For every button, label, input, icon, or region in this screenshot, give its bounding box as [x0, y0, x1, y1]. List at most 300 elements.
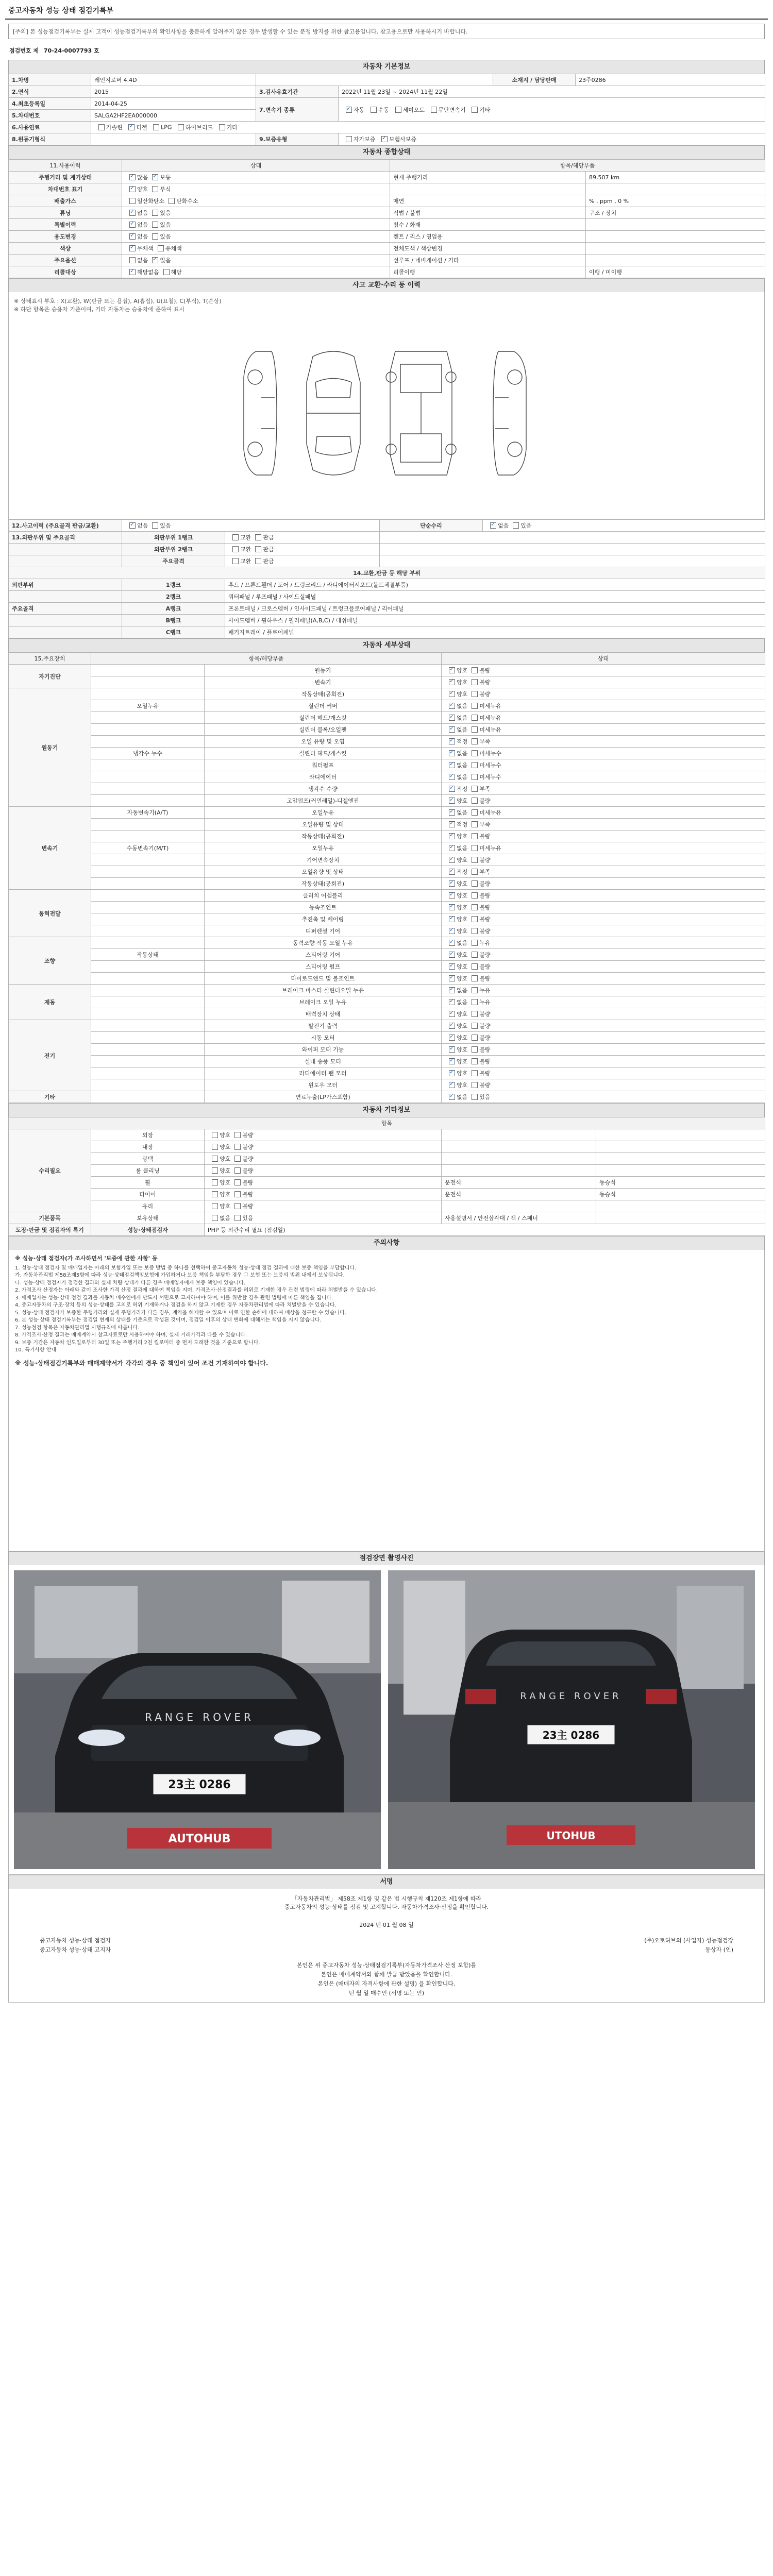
- other-good-checkbox[interactable]: [212, 1167, 218, 1174]
- detail-part-label: 실린더 헤드/개스킷: [205, 748, 442, 759]
- first-registration-label: 4.최초등록일: [9, 98, 91, 110]
- general-option-b-label: 탄화수소: [176, 198, 198, 205]
- other-good-checkbox[interactable]: [212, 1191, 218, 1197]
- detail-device-label: 자기진단: [9, 665, 91, 688]
- detail-good-checkbox[interactable]: [449, 904, 455, 910]
- fuel-other-checkbox[interactable]: [219, 124, 225, 130]
- engine-type-label: 8.원동기형식: [9, 133, 91, 145]
- detail-bad-checkbox[interactable]: [472, 1046, 478, 1053]
- detail-sub-group: [91, 1032, 205, 1044]
- detail-bad-checkbox[interactable]: [472, 703, 478, 709]
- detail-bad-checkbox[interactable]: [472, 809, 478, 816]
- svg-text:RANGE ROVER: RANGE ROVER: [145, 1711, 254, 1723]
- detail-good-checkbox[interactable]: [449, 726, 455, 733]
- detail-part-label: 스티어링 기어: [205, 949, 442, 961]
- detail-good-checkbox[interactable]: [449, 833, 455, 839]
- other-extra-1: [442, 1153, 596, 1165]
- detail-sub-group: [91, 854, 205, 866]
- detail-part-label: 동력조향 작동 오일 누유: [205, 937, 442, 949]
- simple-repair-options: [483, 520, 765, 532]
- simple-repair-none-checkbox[interactable]: [490, 522, 496, 529]
- detail-good-checkbox[interactable]: [449, 691, 455, 697]
- detail-bad-checkbox[interactable]: [472, 892, 478, 899]
- general-row: [9, 207, 765, 219]
- accident-item-label: 12.사고이력 (주요골격 판금/교환): [9, 520, 122, 532]
- general-row: [9, 266, 765, 278]
- general-option-a-checkbox[interactable]: [129, 198, 136, 204]
- transmission-auto-checkbox[interactable]: [346, 107, 352, 113]
- detail-bad-checkbox[interactable]: [472, 857, 478, 863]
- detail-bad-label: 부족: [479, 821, 491, 828]
- detail-row: [9, 724, 765, 736]
- vin-value: SALGA2HF2EA000000: [91, 110, 256, 122]
- detail-good-checkbox[interactable]: [449, 821, 455, 827]
- accident-diagram: [8, 292, 765, 519]
- detail-bad-checkbox[interactable]: [472, 821, 478, 827]
- inspector-block: [40, 1936, 111, 1955]
- caution-line: 1. 성능·상태 점검자 및 매매업자는 아래의 보험가입 또는 보증 방법 중 하나를 선택하여 중고자동차 성능·상태 점검 결과에 대한 보증 책임을 부담합니다.: [15, 1265, 357, 1271]
- warranty-insurance-checkbox[interactable]: [381, 136, 388, 142]
- detail-bad-checkbox[interactable]: [472, 1082, 478, 1088]
- detail-row: [9, 961, 765, 973]
- transmission-semi-checkbox[interactable]: [395, 107, 401, 113]
- transmission-cvt-label: 무단변속기: [438, 106, 466, 113]
- accident-sheet-metal-checkbox[interactable]: [255, 558, 261, 564]
- other-extra-2: [596, 1200, 765, 1212]
- general-option-b-checkbox[interactable]: [158, 245, 164, 251]
- detail-bad-checkbox[interactable]: [472, 1035, 478, 1041]
- signature-line-1: 「자동차관리법」 제58조 제1항 및 같은 법 시행규칙 제120조 제1항에 따라: [291, 1895, 482, 1902]
- detail-device-label: 제동: [9, 985, 91, 1020]
- detail-good-label: 양호: [457, 1011, 468, 1018]
- detail-sub-group: [91, 783, 205, 795]
- detail-sub-group: [91, 902, 205, 913]
- general-option-a-label: 무채색: [137, 245, 154, 252]
- accident-sub-options: [225, 555, 380, 567]
- detail-bad-label: 불량: [479, 1023, 491, 1029]
- detail-good-label: 양호: [457, 1046, 468, 1053]
- detail-good-checkbox[interactable]: [449, 762, 455, 768]
- other-good-checkbox[interactable]: [212, 1144, 218, 1150]
- general-part-item: [390, 183, 586, 195]
- detail-row: [9, 866, 765, 878]
- general-option-b-label: 있음: [160, 210, 171, 216]
- detail-good-checkbox[interactable]: [449, 667, 455, 673]
- detail-state-options: [442, 913, 765, 925]
- detail-part-label: 등속조인트: [205, 902, 442, 913]
- other-good-checkbox[interactable]: [212, 1132, 218, 1138]
- detail-part-label: 라디에이터: [205, 771, 442, 783]
- other-good-checkbox[interactable]: [212, 1156, 218, 1162]
- detail-part-label: 디퍼렌셜 기어: [205, 925, 442, 937]
- accident-sheet-metal-checkbox[interactable]: [255, 534, 261, 540]
- general-option-a-label: 없음: [137, 210, 148, 216]
- detail-good-checkbox[interactable]: [449, 952, 455, 958]
- page-title: 중고자동차 성능 상태 점검기록부: [5, 0, 768, 20]
- reference-number: [5, 43, 768, 58]
- car-bottom-view: [386, 351, 456, 475]
- fuel-gasoline-checkbox[interactable]: [98, 124, 105, 130]
- detail-part-label: 추진축 및 베어링: [205, 913, 442, 925]
- detail-bad-checkbox[interactable]: [472, 750, 478, 756]
- detail-bad-label: 불량: [479, 1011, 491, 1018]
- detail-state-options: [442, 700, 765, 712]
- detail-bad-label: 불량: [479, 798, 491, 804]
- other-bad-checkbox[interactable]: [234, 1191, 241, 1197]
- parts-group-label: 주요골격: [9, 603, 122, 615]
- detail-row: [9, 748, 765, 759]
- detail-sub-group: [91, 665, 205, 676]
- detail-bad-checkbox[interactable]: [472, 904, 478, 910]
- general-option-a-label: 해당없음: [137, 269, 159, 276]
- detail-good-checkbox[interactable]: [449, 1046, 455, 1053]
- detail-good-checkbox[interactable]: [449, 987, 455, 993]
- signature-date: 2024 년 01 월 08 일: [359, 1922, 414, 1928]
- detail-state-title: 자동차 세부상태: [8, 638, 765, 652]
- other-item-label: 유리: [91, 1200, 205, 1212]
- other-bad-checkbox[interactable]: [234, 1156, 241, 1162]
- detail-bad-checkbox[interactable]: [472, 738, 478, 744]
- other-bad-label: 불량: [242, 1156, 254, 1162]
- detail-good-checkbox[interactable]: [449, 845, 455, 851]
- general-item-label: 특별이력: [9, 219, 122, 231]
- detail-good-label: 양호: [457, 857, 468, 863]
- detail-row: [9, 854, 765, 866]
- detail-good-checkbox[interactable]: [449, 786, 455, 792]
- general-option-b-checkbox[interactable]: [152, 174, 158, 180]
- ack-line-3: 본인은 (매매자의 자격사항에 관한 설명) 을 확인합니다.: [317, 1980, 456, 1987]
- accident-replace-label: 교환: [240, 558, 251, 565]
- detail-bad-checkbox[interactable]: [472, 762, 478, 768]
- other-bad-label: 불량: [242, 1179, 254, 1186]
- warranty-self-checkbox[interactable]: [346, 136, 352, 142]
- basic-info-table: [8, 74, 765, 145]
- detail-good-checkbox[interactable]: [449, 738, 455, 744]
- general-option-a-label: 없음: [137, 233, 148, 240]
- detail-part-label: 오일 유량 및 오염: [205, 736, 442, 748]
- detail-bad-checkbox[interactable]: [472, 963, 478, 970]
- detail-row: [9, 819, 765, 831]
- caution-line: 3. 매매업자는 성능·상태 점검 결과를 자동차 매수인에게 반드시 서면으로 고지하여야 하며, 이를 위반할 경우 관련 법령에 따른 책임을 집니다.: [15, 1295, 333, 1301]
- detail-bad-checkbox[interactable]: [472, 880, 478, 887]
- parts-row: [9, 615, 765, 626]
- detail-bad-label: 불량: [479, 1082, 491, 1089]
- detail-good-checkbox[interactable]: [449, 774, 455, 780]
- detail-bad-checkbox[interactable]: [472, 1070, 478, 1076]
- other-good-checkbox[interactable]: [212, 1179, 218, 1185]
- detail-row: [9, 949, 765, 961]
- general-option-b-label: 부식: [160, 186, 171, 193]
- detail-good-label: 없음: [457, 762, 468, 769]
- fuel-lpg-checkbox[interactable]: [153, 124, 159, 130]
- general-option-a-checkbox[interactable]: [129, 233, 136, 240]
- detail-bad-checkbox[interactable]: [472, 726, 478, 733]
- detail-sub-group: [91, 1020, 205, 1032]
- detail-row: [9, 783, 765, 795]
- transmission-cvt-checkbox[interactable]: [431, 107, 437, 113]
- general-option-b-checkbox[interactable]: [152, 186, 158, 192]
- transmission-label: 7.변속기 종류: [256, 98, 339, 122]
- detail-good-checkbox[interactable]: [449, 880, 455, 887]
- general-option-b-checkbox[interactable]: [152, 222, 158, 228]
- accident-yes-checkbox[interactable]: [152, 522, 158, 529]
- other-bad-label: 불량: [242, 1144, 254, 1150]
- detail-bad-checkbox[interactable]: [472, 691, 478, 697]
- accident-sheet-metal-label: 판금: [263, 546, 274, 553]
- vin-label: 5.차대번호: [9, 110, 91, 122]
- fuel-hybrid-label: 하이브리드: [185, 124, 213, 131]
- detail-bad-checkbox[interactable]: [472, 774, 478, 780]
- transmission-other-checkbox[interactable]: [472, 107, 478, 113]
- other-bad-checkbox[interactable]: [234, 1203, 241, 1209]
- detail-part-label: 실린더 블록/오일팬: [205, 724, 442, 736]
- general-row: [9, 255, 765, 266]
- detail-good-label: 양호: [457, 963, 468, 970]
- detail-state-options: [442, 985, 765, 996]
- signature-statement: [9, 1895, 764, 1911]
- other-extra-2: [596, 1165, 765, 1177]
- detail-part-label: 스티어링 펌프: [205, 961, 442, 973]
- parts-rank-label: B랭크: [122, 615, 225, 626]
- detail-part-label: 와이퍼 모터 기능: [205, 1044, 442, 1056]
- detail-good-checkbox[interactable]: [449, 1058, 455, 1064]
- other-row: [9, 1189, 765, 1200]
- caution-line: 9. 보증 기간은 자동차 인도일로부터 30일 또는 주행거리 2천 킬로미터 중 먼저 도래한 것을 기준으로 합니다.: [15, 1340, 260, 1346]
- detail-head-part: 항목/해당부품: [91, 653, 442, 665]
- legend-line-2: ※ 하단 항목은 승용차 기준이며, 기타 자동차는 승용차에 준하여 표시: [14, 306, 185, 313]
- warranty-label: 9.보증유형: [256, 133, 339, 145]
- other-state-options: [205, 1189, 442, 1200]
- other-bad-checkbox[interactable]: [234, 1179, 241, 1185]
- accident-replace-checkbox[interactable]: [232, 558, 239, 564]
- general-part-item: 침수 / 화재: [390, 219, 586, 231]
- detail-row: [9, 913, 765, 925]
- detail-bad-checkbox[interactable]: [472, 869, 478, 875]
- general-option-b-checkbox[interactable]: [152, 257, 158, 263]
- other-info-table: [8, 1117, 765, 1236]
- general-option-a-checkbox[interactable]: [129, 257, 136, 263]
- general-state-options: [122, 195, 390, 207]
- detail-bad-checkbox[interactable]: [472, 1058, 478, 1064]
- other-bad-checkbox[interactable]: [234, 1144, 241, 1150]
- accident-yes-label: 있음: [160, 522, 171, 529]
- general-part-value: 구조 / 장치: [586, 207, 765, 219]
- detail-good-checkbox[interactable]: [449, 809, 455, 816]
- detail-bad-checkbox[interactable]: [472, 1011, 478, 1017]
- detail-good-checkbox[interactable]: [449, 750, 455, 756]
- other-good-label: 양호: [220, 1179, 231, 1186]
- other-bad-checkbox[interactable]: [234, 1215, 241, 1221]
- detail-sub-group: [91, 1056, 205, 1067]
- detail-bad-checkbox[interactable]: [472, 667, 478, 673]
- detail-row: [9, 771, 765, 783]
- buyer-sign-line[interactable]: 년 월 일 매수인 (서명 또는 인): [348, 1990, 425, 1996]
- warranty-self-label: 자가보증: [354, 136, 376, 143]
- detail-state-options: [442, 866, 765, 878]
- accident-item-label: [9, 555, 122, 567]
- accident-replace-checkbox[interactable]: [232, 534, 239, 540]
- detail-part-label: 시동 모터: [205, 1032, 442, 1044]
- parts-rank-label: C랭크: [122, 626, 225, 638]
- other-good-checkbox[interactable]: [212, 1215, 218, 1221]
- simple-repair-none-label: 없음: [498, 522, 509, 529]
- detail-good-checkbox[interactable]: [449, 1082, 455, 1088]
- detail-bad-checkbox[interactable]: [472, 786, 478, 792]
- detail-good-checkbox[interactable]: [449, 963, 455, 970]
- other-state-options: [205, 1212, 442, 1224]
- detail-sub-group: [91, 1067, 205, 1079]
- simple-repair-yes-checkbox[interactable]: [513, 522, 519, 529]
- detail-state-options: [442, 996, 765, 1008]
- detail-bad-checkbox[interactable]: [472, 975, 478, 981]
- reference-label: 점검번호 제: [9, 47, 39, 54]
- detail-good-checkbox[interactable]: [449, 1011, 455, 1017]
- general-option-a-checkbox[interactable]: [129, 210, 136, 216]
- detail-good-checkbox[interactable]: [449, 975, 455, 981]
- detail-good-label: 없음: [457, 703, 468, 709]
- accident-sheet-metal-checkbox[interactable]: [255, 546, 261, 552]
- general-part-value: [586, 243, 765, 255]
- detail-bad-checkbox[interactable]: [472, 999, 478, 1005]
- other-item-label: 내장: [91, 1141, 205, 1153]
- detail-good-checkbox[interactable]: [449, 1070, 455, 1076]
- accident-replace-checkbox[interactable]: [232, 546, 239, 552]
- fuel-label: 6.사용연료: [9, 122, 91, 133]
- general-option-a-checkbox[interactable]: [129, 245, 136, 251]
- parts-group-label: [9, 615, 122, 626]
- transmission-auto-label: 자동: [354, 106, 365, 113]
- parts-row: [9, 603, 765, 615]
- detail-part-label: 오일유량 및 상태: [205, 819, 442, 831]
- accident-none-checkbox[interactable]: [129, 522, 136, 529]
- detail-good-checkbox[interactable]: [449, 892, 455, 899]
- general-option-b-checkbox[interactable]: [169, 198, 175, 204]
- detail-good-label: 없음: [457, 809, 468, 816]
- general-option-b-checkbox[interactable]: [163, 269, 170, 275]
- other-bad-label: 불량: [242, 1191, 254, 1198]
- accident-blank: [380, 544, 765, 555]
- fuel-options: [91, 122, 765, 133]
- detail-bad-checkbox[interactable]: [472, 1023, 478, 1029]
- detail-row: [9, 937, 765, 949]
- other-bad-checkbox[interactable]: [234, 1167, 241, 1174]
- detail-good-checkbox[interactable]: [449, 857, 455, 863]
- detail-bad-checkbox[interactable]: [472, 952, 478, 958]
- parts-group-label: [9, 626, 122, 638]
- detail-bad-label: 불량: [479, 679, 491, 686]
- other-bad-checkbox[interactable]: [234, 1132, 241, 1138]
- detail-good-checkbox[interactable]: [449, 1035, 455, 1041]
- detail-state-options: [442, 1008, 765, 1020]
- general-item-label: 리콜대상: [9, 266, 122, 278]
- other-good-checkbox[interactable]: [212, 1203, 218, 1209]
- detail-state-options: [442, 771, 765, 783]
- detail-sub-group: [91, 1091, 205, 1103]
- parts-group-label: 외판부위: [9, 579, 122, 591]
- detail-state-options: [442, 712, 765, 724]
- detail-sub-group: [91, 913, 205, 925]
- detail-good-checkbox[interactable]: [449, 1094, 455, 1100]
- detail-good-label: 양호: [457, 880, 468, 887]
- detail-bad-checkbox[interactable]: [472, 845, 478, 851]
- detail-good-checkbox[interactable]: [449, 916, 455, 922]
- detail-bad-checkbox[interactable]: [472, 928, 478, 934]
- general-option-b-checkbox[interactable]: [152, 233, 158, 240]
- detail-good-checkbox[interactable]: [449, 715, 455, 721]
- detail-good-label: 양호: [457, 1070, 468, 1077]
- caution-line: 5. 성능·상태 점검자가 보증한 주행거리와 실제 주행거리가 다른 경우, 계약을 해제할 수 있으며 이로 인한 손해에 대하여 배상을 청구할 수 있습니다.: [15, 1310, 346, 1316]
- fuel-diesel-checkbox[interactable]: [128, 124, 135, 130]
- engine-type-value: [91, 133, 256, 145]
- transmission-semi-label: 세미오토: [402, 106, 425, 113]
- detail-state-options: [442, 1044, 765, 1056]
- other-extra-2: 동승석: [596, 1177, 765, 1189]
- detail-bad-checkbox[interactable]: [472, 987, 478, 993]
- detail-sub-group: [91, 961, 205, 973]
- detail-good-checkbox[interactable]: [449, 1023, 455, 1029]
- general-state-options: [122, 172, 390, 183]
- company-line-1: (주)오토허브외 (사업자) 성능점검장: [644, 1937, 733, 1944]
- detail-bad-label: 불량: [479, 1035, 491, 1041]
- transmission-manual-checkbox[interactable]: [371, 107, 377, 113]
- detail-sub-group: [91, 1079, 205, 1091]
- detail-bad-checkbox[interactable]: [472, 715, 478, 721]
- detail-bad-checkbox[interactable]: [472, 916, 478, 922]
- parts-items: 프론트패널 / 크로스멤버 / 인사이드패널 / 트렁크플로어패널 / 리어패널: [225, 603, 765, 615]
- detail-bad-label: 미세누유: [479, 845, 501, 852]
- general-item-label: 배출가스: [9, 195, 122, 207]
- detail-row: [9, 831, 765, 842]
- detail-bad-checkbox[interactable]: [472, 833, 478, 839]
- detail-good-label: 양호: [457, 952, 468, 958]
- detail-good-checkbox[interactable]: [449, 798, 455, 804]
- other-good-label: 양호: [220, 1203, 231, 1210]
- detail-good-checkbox[interactable]: [449, 940, 455, 946]
- general-option-b-checkbox[interactable]: [152, 210, 158, 216]
- general-option-a-checkbox[interactable]: [129, 222, 136, 228]
- detail-bad-label: 불량: [479, 857, 491, 863]
- detail-bad-label: 불량: [479, 1070, 491, 1077]
- detail-state-options: [442, 878, 765, 890]
- general-option-a-checkbox[interactable]: [129, 186, 136, 192]
- detail-good-checkbox[interactable]: [449, 703, 455, 709]
- general-option-a-checkbox[interactable]: [129, 269, 136, 275]
- detail-good-checkbox[interactable]: [449, 679, 455, 685]
- detail-bad-checkbox[interactable]: [472, 679, 478, 685]
- detail-good-label: 없음: [457, 1094, 468, 1100]
- detail-good-checkbox[interactable]: [449, 869, 455, 875]
- detail-sub-group: 냉각수 누수: [91, 748, 205, 759]
- general-head-item: 11.사용이력: [9, 160, 122, 172]
- detail-part-label: 기어변속장치: [205, 854, 442, 866]
- detail-device-label: 동력전달: [9, 890, 91, 937]
- general-part-value: [586, 231, 765, 243]
- signature-area: [8, 1889, 765, 2003]
- fuel-hybrid-checkbox[interactable]: [178, 124, 184, 130]
- general-part-value: 이행 / 미이행: [586, 266, 765, 278]
- detail-sub-group: [91, 866, 205, 878]
- general-option-a-checkbox[interactable]: [129, 174, 136, 180]
- accident-replace-label: 교환: [240, 534, 251, 541]
- detail-good-checkbox[interactable]: [449, 928, 455, 934]
- other-bad-label: 있음: [242, 1215, 254, 1222]
- detail-good-checkbox[interactable]: [449, 999, 455, 1005]
- detail-bad-checkbox[interactable]: [472, 940, 478, 946]
- detail-row: [9, 1020, 765, 1032]
- detail-state-options: [442, 961, 765, 973]
- detail-bad-checkbox[interactable]: [472, 1094, 478, 1100]
- detail-bad-checkbox[interactable]: [472, 798, 478, 804]
